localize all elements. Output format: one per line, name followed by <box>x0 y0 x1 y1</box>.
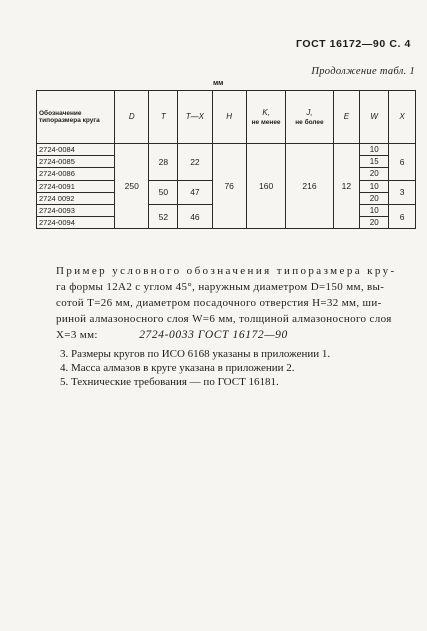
designation-cell: 2724-0084 <box>37 144 115 156</box>
example-line: X=3 мм: <box>56 329 98 341</box>
w-value: 10 <box>360 144 389 156</box>
w-value: 20 <box>360 168 389 180</box>
table-row <box>37 144 416 156</box>
t-value: 28 <box>149 144 178 181</box>
w-value: 20 <box>360 192 389 204</box>
header-k-sub: не менее <box>251 118 281 126</box>
header-d: D <box>115 91 149 144</box>
e-value: 12 <box>333 144 360 229</box>
note-item: 3. Размеры кругов по ИСО 6168 указаны в приложении 1. <box>60 348 331 360</box>
j-value: 216 <box>286 144 333 229</box>
designation-cell: 2724-0086 <box>37 168 115 180</box>
tx-value: 47 <box>178 180 212 204</box>
x-value: 6 <box>389 144 416 181</box>
note-item: 4. Масса алмазов в круге указана в приложении 2. <box>60 362 295 374</box>
designation-example: 2724-0033 ГОСТ 16172—90 <box>139 329 288 341</box>
header-h: H <box>212 91 246 144</box>
notes-list <box>60 347 330 389</box>
w-value: 10 <box>360 180 389 192</box>
note-item: 5. Технические требования — по ГОСТ 16181. <box>60 376 279 388</box>
w-value: 10 <box>360 204 389 216</box>
tx-value: 46 <box>178 204 212 228</box>
dimensions-table <box>36 90 416 229</box>
x-value: 6 <box>389 204 416 228</box>
d-value: 250 <box>115 144 149 229</box>
example-line: риной алмазоносного слоя W=6 мм, толщиной алмазоносного слоя <box>56 313 392 325</box>
h-value: 76 <box>212 144 246 229</box>
w-value: 15 <box>360 156 389 168</box>
header-j <box>286 91 333 144</box>
designation-cell: 2724-0085 <box>37 156 115 168</box>
header-j-sub: не более <box>295 118 324 126</box>
header-t: T <box>149 91 178 144</box>
header-j-label: J, <box>306 107 313 117</box>
t-value: 50 <box>149 180 178 204</box>
k-value: 160 <box>246 144 286 229</box>
tx-value: 22 <box>178 144 212 181</box>
header-k-label: K, <box>262 107 270 117</box>
page-header: ГОСТ 16172—90 С. 4 <box>296 38 411 50</box>
unit-label: мм <box>213 80 224 87</box>
w-value: 20 <box>360 217 389 229</box>
example-line: га формы 12А2 с углом 45°, наружным диаметром D=150 мм, вы- <box>56 281 385 293</box>
header-k <box>246 91 286 144</box>
example-line: Пример условного обозначения типоразмера кру- <box>56 265 397 277</box>
header-t-x: T—X <box>178 91 212 144</box>
table-header-row <box>37 91 416 144</box>
x-value: 3 <box>389 180 416 204</box>
header-x: X <box>389 91 416 144</box>
table-continuation-label: Продолжение табл. 1 <box>311 66 415 77</box>
example-line: сотой T=26 мм, диаметром посадочного отверстия H=32 мм, ши- <box>56 297 382 309</box>
designation-cell: 2724-0093 <box>37 204 115 216</box>
header-w: W <box>360 91 389 144</box>
designation-cell: 2724-0091 <box>37 180 115 192</box>
header-e: E <box>333 91 360 144</box>
header-designation: Обозначение типоразмера круга <box>37 91 115 144</box>
designation-cell: 2724-0094 <box>37 217 115 229</box>
t-value: 52 <box>149 204 178 228</box>
designation-cell: 2724 0092 <box>37 192 115 204</box>
